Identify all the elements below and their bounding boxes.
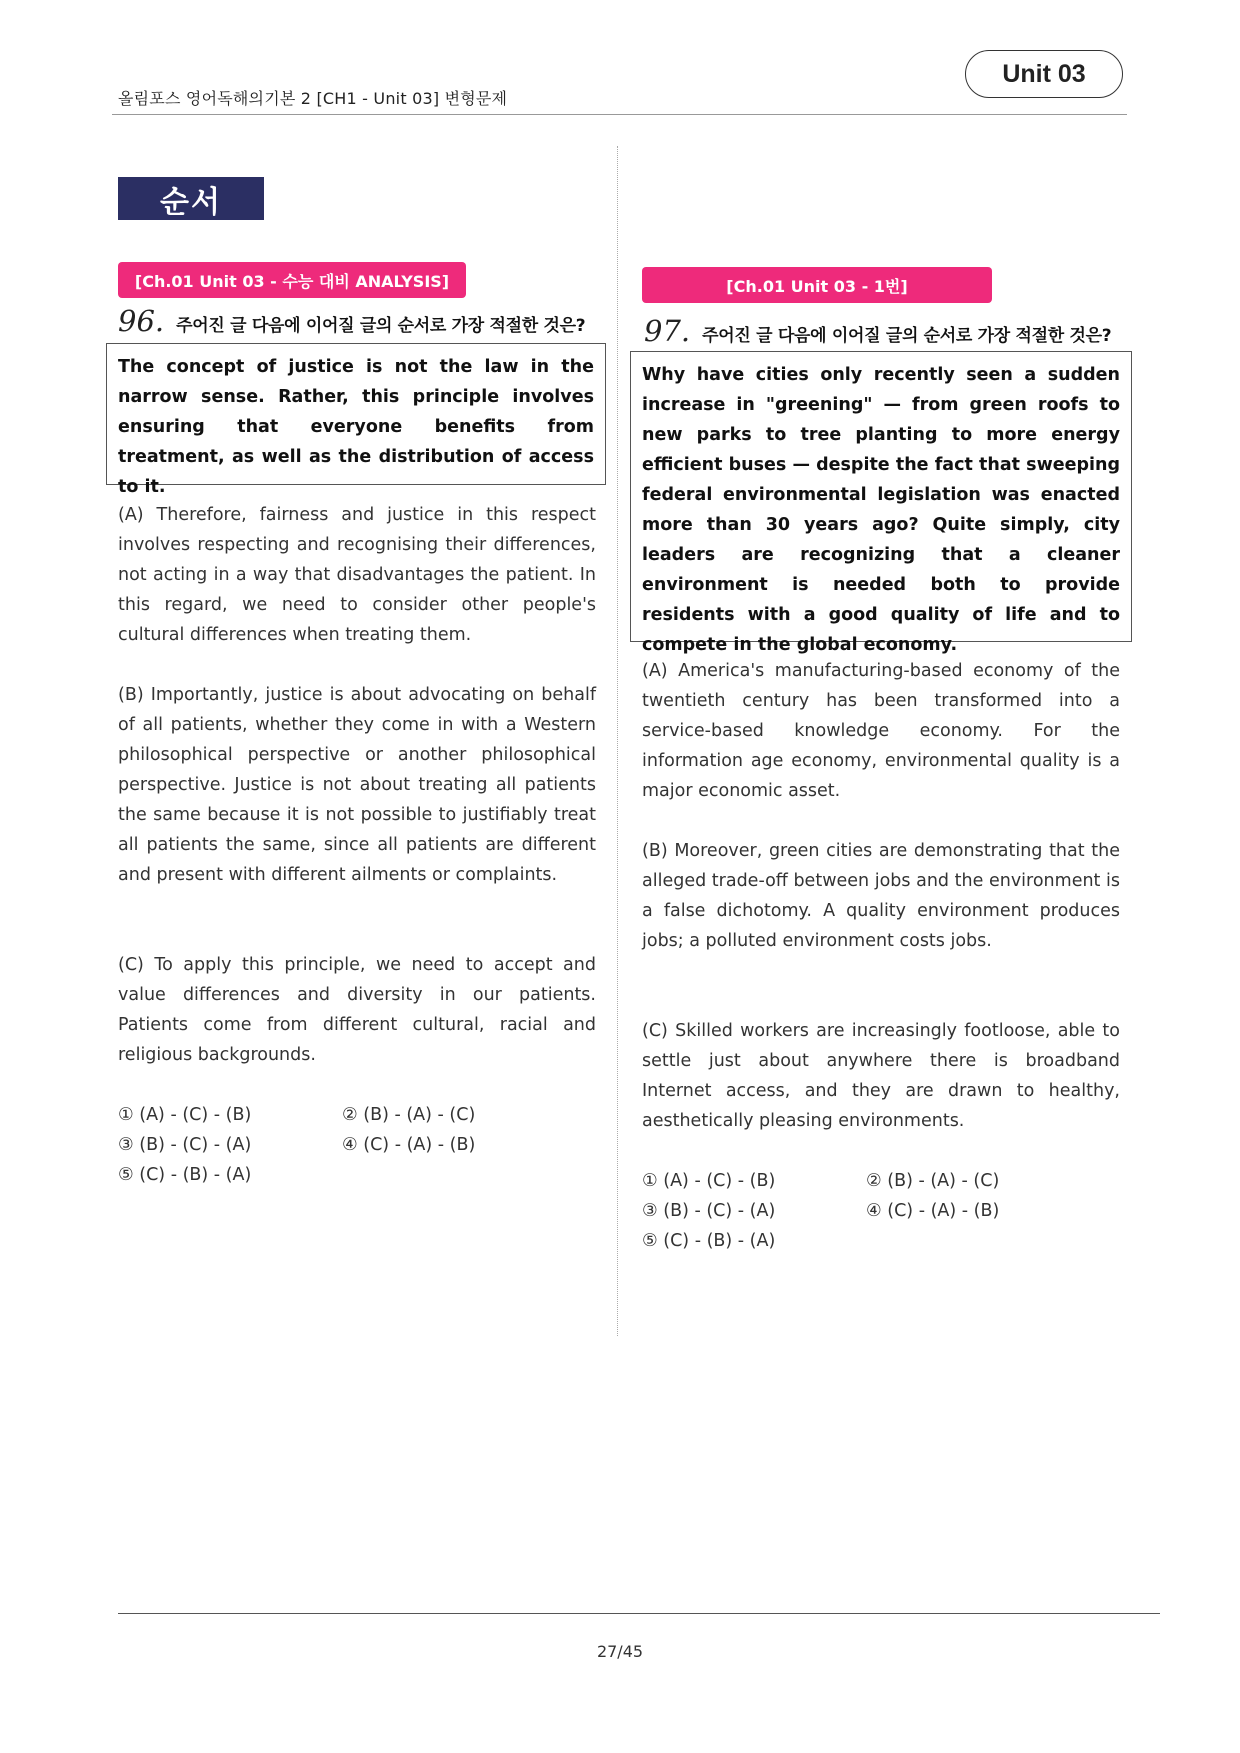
- question-97-paragraph-b: (B) Moreover, green cities are demonstrating that the alleged trade-off between jobs and the environment is a false dichotomy. A quality environment produces jobs; a polluted environment costs jobs.: [642, 841, 1120, 951]
- question-97-paragraph-c: (C) Skilled workers are increasingly footloose, able to settle just about anywhere there is broadband Internet access, and they are drawn to healthy, aesthetically pleasing environments.: [642, 1021, 1120, 1131]
- question-97-choice-4[interactable]: ④ (C) - (A) - (B): [866, 1201, 1000, 1221]
- question-97-choice-3[interactable]: ③ (B) - (C) - (A): [642, 1201, 776, 1221]
- column-divider: [617, 146, 618, 1336]
- footer-divider: [118, 1613, 1160, 1614]
- question-97-paragraph-a: (A) America's manufacturing-based economy of the twentieth century has been transformed into a service-based knowledge economy. For the information age economy, environmental quality is a major economic asset.: [642, 661, 1120, 801]
- question-96-choice-4[interactable]: ④ (C) - (A) - (B): [342, 1135, 476, 1155]
- question-96-choices: [118, 1100, 475, 1190]
- header-divider: [112, 114, 1127, 115]
- question-97-number: 97.: [644, 314, 691, 348]
- question-96-choice-5[interactable]: ⑤ (C) - (B) - (A): [118, 1165, 252, 1185]
- question-97-given-text: Why have cities only recently seen a sudden increase in "greening" — from green roofs to new parks to tree planting to more energy efficient buses — despite the fact that sweeping federal environmental legislation was enacted more than 30 years ago? Quite simply, city leaders are recognizing that a cleaner environment is needed both to provide residents with a good quality of life and to compete in the global economy.: [642, 365, 1120, 655]
- question-96-choice-1[interactable]: ① (A) - (C) - (B): [118, 1105, 252, 1125]
- question-96-paragraph-b: (B) Importantly, justice is about advocating on behalf of all patients, whether they come in with a Western philosophical perspective or another philosophical perspective. Justice is not about treating all patients the same because it is not possible to justifiably treat all patients the same, since all patients are different and present with different ailments or complaints.: [118, 685, 596, 885]
- question-96-choice-2[interactable]: ② (B) - (A) - (C): [342, 1105, 476, 1125]
- question-96-given-text: The concept of justice is not the law in the narrow sense. Rather, this principle involves ensuring that everyone benefits from treatment, as well as the distribution of access to it.: [118, 357, 594, 497]
- question-96-paragraph-a: (A) Therefore, fairness and justice in this respect involves respecting and recognising their differences, not acting in a way that disadvantages the patient. In this regard, we need to consider other people's cultural differences when treating them.: [118, 505, 596, 645]
- question-96-prompt: 주어진 글 다음에 이어질 글의 순서로 가장 적절한 것은?: [176, 316, 586, 336]
- question-96-title: [118, 304, 585, 338]
- question-96-given-box: [106, 343, 606, 497]
- question-97-title: [644, 314, 1111, 348]
- unit-badge: Unit 03: [965, 50, 1123, 98]
- question-97-tag: [Ch.01 Unit 03 - 1번]: [642, 267, 992, 303]
- page-number: 27/45: [596, 1642, 644, 1661]
- document-header: 올림포스 영어독해의기본 2 [CH1 - Unit 03] 변형문제: [118, 89, 508, 108]
- question-96-tag: [Ch.01 Unit 03 - 수능 대비 ANALYSIS]: [118, 262, 466, 298]
- question-97-choices: [642, 1166, 999, 1256]
- question-97-choice-2[interactable]: ② (B) - (A) - (C): [866, 1171, 1000, 1191]
- question-96-paragraph-c: (C) To apply this principle, we need to accept and value differences and diversity in our patients. Patients come from different cultural, racial and religious backgrounds.: [118, 955, 596, 1065]
- question-97-prompt: 주어진 글 다음에 이어질 글의 순서로 가장 적절한 것은?: [702, 326, 1112, 346]
- question-97-given-box: [630, 351, 1132, 655]
- section-title: 순서: [118, 177, 264, 220]
- question-96-choice-3[interactable]: ③ (B) - (C) - (A): [118, 1135, 252, 1155]
- question-97-choice-5[interactable]: ⑤ (C) - (B) - (A): [642, 1231, 776, 1251]
- question-96-number: 96.: [118, 304, 165, 338]
- question-97-choice-1[interactable]: ① (A) - (C) - (B): [642, 1171, 776, 1191]
